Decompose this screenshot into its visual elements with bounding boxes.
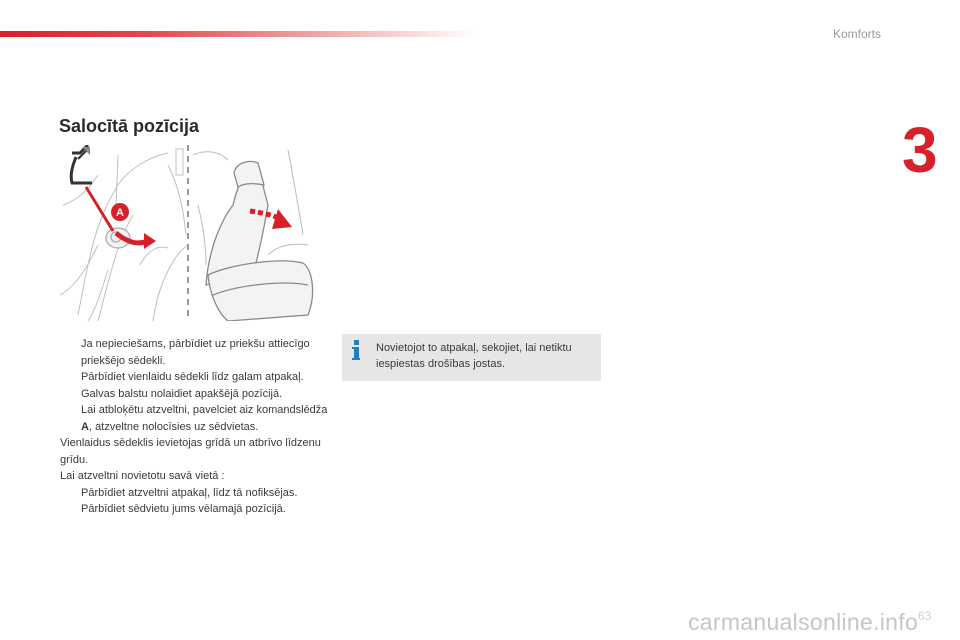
- seat-folding-illustration: [58, 145, 314, 321]
- watermark: carmanualsonline.info: [688, 609, 919, 635]
- page-title: Salocītā pozīcija: [59, 116, 200, 136]
- section-title: Komforts: [833, 27, 882, 41]
- paragraph: Vienlaidus sēdeklis ievietojas grīdā un atbrīvo līdzenu grīdu.: [60, 437, 321, 466]
- instruction-text: Pārbīdiet vienlaidu sēdekli līdz galam atpakaļ.: [81, 371, 304, 383]
- instruction-text: Galvas balstu nolaidiet apakšējā pozīcijā.: [81, 387, 283, 400]
- instruction-item: [60, 386, 330, 403]
- info-note-text: Novietojot to atpakaļ, sekojiet, lai netiktu iespiestas drošības jostas.: [376, 342, 572, 370]
- seat-illustration-svg: [58, 145, 314, 321]
- info-icon: [351, 340, 361, 362]
- instructions: [60, 336, 330, 518]
- instruction-item: [60, 369, 330, 386]
- instruction-text: Pārbīdiet sēdvietu jums vēlamajā pozīcijā.: [81, 503, 286, 515]
- instruction-item: [60, 336, 330, 369]
- header-accent-bar: [0, 31, 480, 37]
- instruction-text-post: , atzveltne nolocīsies uz sēdvietas.: [88, 420, 259, 433]
- paragraph: Lai atzveltni novietotu savā vietā :: [60, 470, 225, 482]
- instruction-text: Ja nepieciešams, pārbīdiet uz priekšu attiecīgo priekšējo sēdekli.: [81, 338, 310, 367]
- label-a: A: [116, 207, 124, 219]
- instruction-text-pre: Lai atbloķētu atzveltni, pavelciet aiz komandslēdža: [81, 404, 328, 416]
- instruction-item: [60, 485, 330, 502]
- instruction-item: [60, 501, 330, 518]
- instruction-text: Pārbīdiet atzveltni atpakaļ, līdz tā nofiksējas.: [81, 486, 298, 499]
- instruction-text-bold: A: [81, 420, 89, 433]
- instruction-item: [60, 402, 330, 435]
- chapter-number: 3: [902, 114, 938, 186]
- info-note: [342, 334, 601, 381]
- page-number: 63: [918, 609, 932, 623]
